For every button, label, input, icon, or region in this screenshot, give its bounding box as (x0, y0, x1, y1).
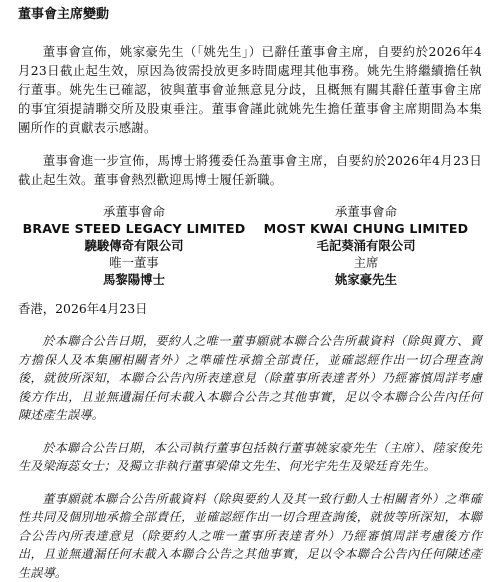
signatory-role: 主席 (250, 254, 482, 271)
signatory-name: 姚家豪先生 (250, 271, 482, 288)
appointment-paragraph: 董事會進一步宣佈，馬博士將獲委任為董事會主席，自要約於2026年4月23日截止起生效。董事會熱烈歡迎馬博士履任新職。 (18, 151, 482, 189)
company-name-en: MOST KWAI CHUNG LIMITED (250, 220, 482, 237)
directors-responsibility-statement: 董事願就本聯合公告所載資料（除與要約人及其一致行動人士相關者外）之準確性共同及個別地承擔全部責任，並確認經作出一切合理查詢後，就彼等所深知，本聯合公告內所表達意見（除要約人之唯一董事所表達者外）乃經審慎周詳考慮後方作出，且並無遺漏任何未載入本聯合公告之其他事實，足以令本聯合公告內任何陳述產生誤導。 (18, 490, 482, 582)
signature-company (250, 203, 482, 288)
company-name-zh: 驍駿傳奇有限公司 (18, 237, 250, 254)
signature-offeror (18, 203, 250, 288)
place-and-date: 香港，2026年4月23日 (18, 300, 482, 318)
company-name-zh: 毛記葵涌有限公司 (250, 237, 482, 254)
signatory-name: 馬黎陽博士 (18, 271, 250, 288)
signatory-role: 唯一董事 (18, 254, 250, 271)
section-heading: 董事會主席變動 (18, 6, 482, 24)
signature-block (18, 203, 482, 288)
offeror-responsibility-statement: 於本聯合公告日期，要約人之唯一董事願就本聯合公告所載資料（除與賣方、賣方擔保人及本集團相關者外）之準確性承擔全部責任，並確認經作出一切合理查詢後，就彼所深知，本聯合公告內所表達意見（除董事所表達者外）乃經審慎周詳考慮後方作出，且並無遺漏任何未載入本聯合公告之其他事實，足以令本聯合公告內任何陳述產生誤導。 (18, 332, 482, 425)
by-order-label: 承董事會命 (18, 203, 250, 220)
board-composition-statement: 於本聯合公告日期，本公司執行董事包括執行董事姚家豪先生（主席）、陸家俊先生及梁海蕊女士；及獨立非執行董事梁偉文先生、何光宇先生及梁廷育先生。 (18, 439, 482, 476)
company-name-en: BRAVE STEED LEGACY LIMITED (18, 220, 250, 237)
by-order-label: 承董事會命 (250, 203, 482, 220)
resignation-paragraph: 董事會宣佈，姚家豪先生（「姚先生」）已辭任董事會主席，自要約於2026年4月23日截止起生效，原因為彼需投放更多時間處理其他事務。姚先生將繼續擔任執行董事。姚先生已確認，彼與董事會並無意見分歧，且概無有關其辭任董事會主席的事宜須提請聯交所及股東垂注。董事會謹此就姚先生擔任董事會主席期間為本集團所作的貢獻表示感謝。 (18, 42, 482, 137)
